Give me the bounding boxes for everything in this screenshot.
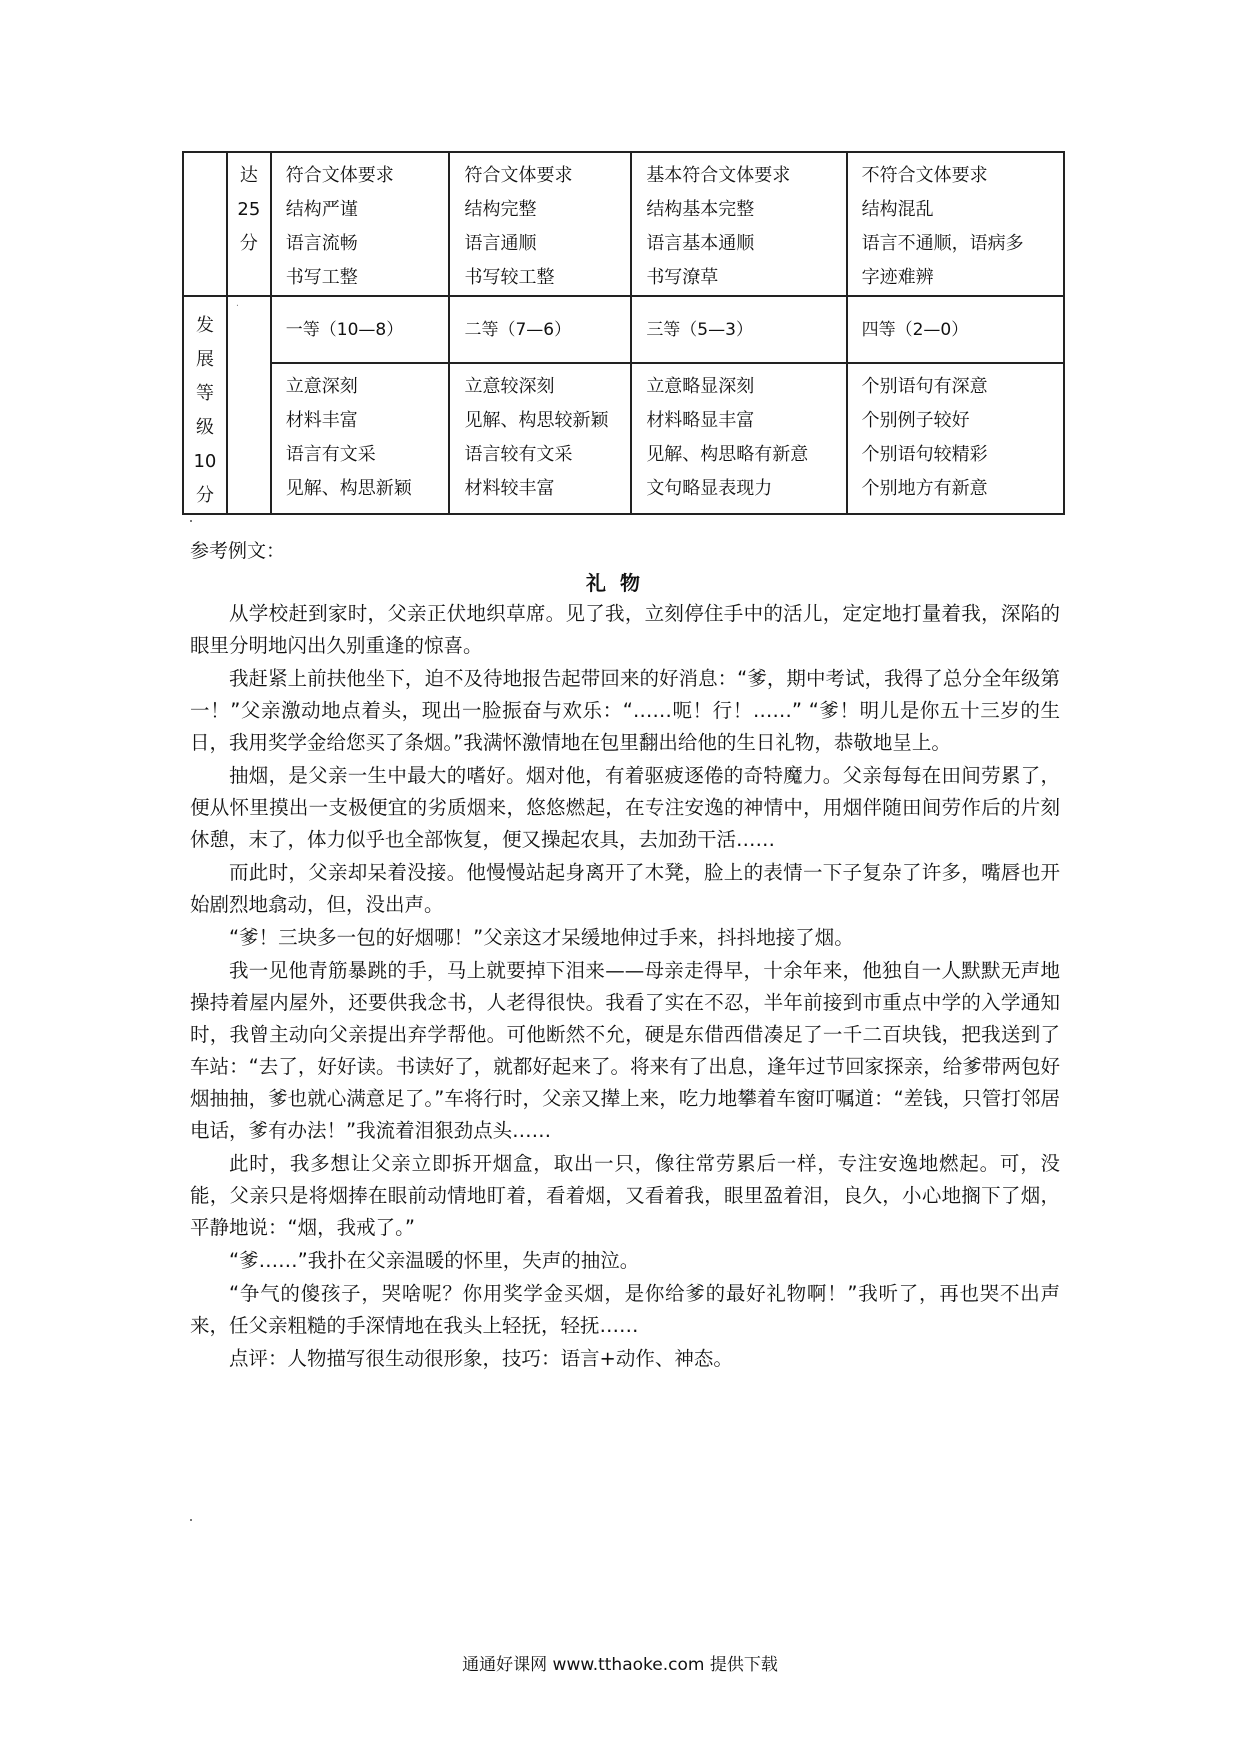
development-label-char: 展 [195,349,214,370]
page-footer: 通通好课网 www.tthaoke.com 提供下载 [462,1655,778,1675]
criterion-line: 材料较丰富 [464,478,555,500]
criterion-line: 材料略显丰富 [646,410,755,432]
criterion-line: 立意略显深刻 [646,376,755,398]
criterion-line: 个别例子较好 [861,410,970,432]
criterion-line: 个别语句较精彩 [861,444,988,466]
score-label-char: 分 [239,233,258,254]
criterion-line: 基本符合文体要求 [646,165,791,186]
essay-paragraph: 而此时，父亲却呆着没接。他慢慢站起身离开了木凳，脸上的表情一下子复杂了许多，嘴唇也开始剧烈地翕动，但，没出声。 [190,861,1060,916]
grade-label: 三等（5—3） [646,319,753,340]
criterion-line: 材料丰富 [285,410,358,432]
score-label-char: 达 [239,165,258,186]
stray-mark [190,1519,192,1521]
grade-cell [271,296,450,363]
essay-body [190,598,1060,1376]
grade-cell [449,296,631,363]
grade-label: 四等（2—0） [861,319,969,340]
development-blank-cell [227,296,271,514]
criterion-line: 个别地方有新意 [861,478,988,500]
criterion-line: 字迹难辨 [861,267,934,288]
rubric-table [182,151,1065,515]
criterion-line: 语言基本通顺 [646,233,755,254]
criterion-line: 见解、构思略有新意 [646,444,809,466]
stray-mark [190,520,192,522]
rubric-grade-row [183,296,1064,363]
essay-paragraph: “爹！三块多一包的好烟哪！”父亲这才呆缓地伸过手来，抖抖地接了烟。 [229,926,854,949]
essay-paragraph: 此时，我多想让父亲立即拆开烟盒，取出一只，像往常劳累后一样，专注安逸地燃起。可，没能，父亲只是将烟捧在眼前动情地盯着，看着烟，又看着我，眼里盈着泪，良久，小心地搁下了烟，平静地说：“烟，我戒了。” [190,1152,1060,1239]
criterion-line: 立意较深刻 [464,376,555,398]
development-label-char: 发 [195,315,214,336]
reference-label: 参考例文： [190,540,286,562]
criterion-line: 个别语句有深意 [861,376,988,398]
rubric-basic-row [183,152,1064,296]
criterion-line: 语言流畅 [285,233,358,254]
essay-paragraph: “争气的傻孩子，哭啥呢？你用奖学金买烟，是你给爹的最好礼物啊！”我听了，再也哭不出声来，任父亲粗糙的手深情地在我头上轻抚，轻抚…… [190,1282,1060,1337]
grade-cell [847,296,1064,363]
rubric-cell [631,152,846,296]
rubric-cell [847,363,1064,514]
criterion-line: 结构完整 [464,199,537,220]
grade-cell [631,296,846,363]
criterion-line: 结构基本完整 [646,199,755,220]
rubric-cell [847,152,1064,296]
rubric-cell [271,363,450,514]
development-label-char: 级 [195,417,214,438]
score-label-cell [227,152,271,296]
criterion-line: 文句略显表现力 [646,478,773,500]
criterion-line: 语言通顺 [464,233,537,254]
criterion-line: 书写工整 [285,267,358,288]
essay-paragraph: “爹……”我扑在父亲温暖的怀里，失声的抽泣。 [229,1249,640,1272]
essay-paragraph: 抽烟，是父亲一生中最大的嗜好。烟对他，有着驱疲逐倦的奇特魔力。父亲每每在田间劳累了，便从怀里摸出一支极便宜的劣质烟来，悠悠燃起，在专注安逸的神情中，用烟伴随田间劳作后的片刻休憩，末了，体力似乎也全部恢复，便又操起农具，去加劲干活…… [190,764,1060,851]
score-label-char: 25 [237,199,261,220]
rubric-cell [449,363,631,514]
rubric-cell [449,152,631,296]
criterion-line: 结构混乱 [861,199,934,220]
essay-paragraph: 我赶紧上前扶他坐下，迫不及待地报告起带回来的好消息：“爹，期中考试，我得了总分全年级第一！”父亲激动地点着头，现出一脸振奋与欢乐：“……呃！行！……” “爹！明儿是你五十三岁的生日，我用奖学金给您买了条烟。”我满怀激情地在包里翻出给他的生日礼物，恭敬地呈上。 [190,667,1060,754]
essay-comment: 点评：人物描写很生动很形象，技巧：语言+动作、神态。 [229,1347,733,1370]
essay-paragraph: 从学校赶到家时，父亲正伏地织草席。见了我，立刻停住手中的活儿，定定地打量着我，深陷的眼里分明地闪出久别重逢的惊喜。 [190,602,1060,657]
rubric-empty-cell [183,152,227,296]
essay-title: 礼物 [586,571,654,595]
development-label-char: 分 [195,485,214,506]
stray-mark: · [235,301,240,312]
criterion-line: 语言不通顺，语病多 [861,233,1024,254]
grade-label: 一等（10—8） [285,319,404,340]
criterion-line: 立意深刻 [285,376,358,398]
criterion-line: 见解、构思较新颖 [464,410,609,432]
criterion-line: 符合文体要求 [285,165,394,186]
rubric-development-row [183,363,1064,514]
development-label-char: 10 [193,451,217,472]
grade-label: 二等（7—6） [464,319,572,340]
criterion-line: 语言有文采 [285,444,376,466]
criterion-line: 书写较工整 [464,267,555,288]
criterion-line: 不符合文体要求 [861,165,988,186]
development-label-cell [183,296,227,514]
rubric-cell [631,363,846,514]
essay-paragraph: 我一见他青筋暴跳的手，马上就要掉下泪来——母亲走得早，十余年来，他独自一人默默无声地操持着屋内屋外，还要供我念书，人老得很快。我看了实在不忍，半年前接到市重点中学的入学通知时，我曾主动向父亲提出弃学帮他。可他断然不允，硬是东借西借凑足了一千二百块钱，把我送到了车站：“去了，好好读。书读好了，就都好起来了。将来有了出息，逢年过节回家探亲，给爹带两包好烟抽抽，爹也就心满意足了。”车将行时，父亲又撵上来，吃力地攀着车窗叮嘱道：“差钱，只管打邻居电话，爹有办法！”我流着泪狠劲点头…… [190,959,1060,1142]
criterion-line: 结构严谨 [285,199,358,220]
criterion-line: 符合文体要求 [464,165,573,186]
development-label-char: 等 [195,383,214,404]
criterion-line: 书写潦草 [646,267,719,288]
rubric-cell [271,152,450,296]
criterion-line: 语言较有文采 [464,444,573,466]
criterion-line: 见解、构思新颖 [285,478,412,500]
